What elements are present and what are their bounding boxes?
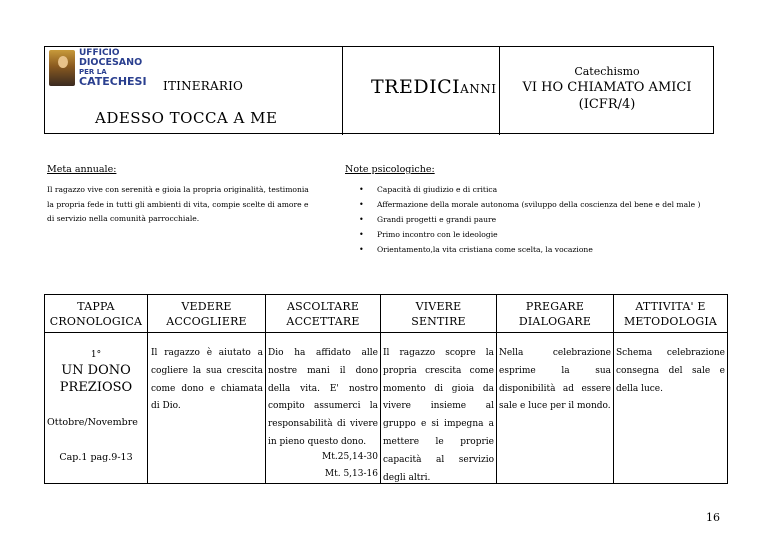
- program-table: [44, 294, 728, 484]
- tappa-number: 1°: [90, 350, 102, 360]
- note-title: Note psicologiche:: [345, 164, 435, 175]
- catechism-code: (ICFR/4): [578, 97, 636, 112]
- meta-title: Meta annuale:: [47, 164, 117, 175]
- page-number: 16: [706, 511, 720, 524]
- catechism-title: VI HO CHIAMATO AMICI: [522, 80, 692, 95]
- logo-icon: [49, 50, 75, 86]
- vivere-text: Il ragazzo scopre la propria crescita come momento di gioia da vivere insieme al gruppo e si impegna a mettere le proprie capacità al servizio degli altri.: [383, 348, 494, 483]
- column-header: ASCOLTARE ACCETTARE: [286, 300, 360, 328]
- header-box: [44, 46, 714, 134]
- tappa-reference: Cap.1 pag.9-13: [59, 452, 133, 463]
- pregare-text: Nella celebrazione esprime la sua disponibilità ad essere sale e luce per il mondo.: [499, 348, 611, 412]
- logo-text: UFFICIO DIOCESANO PER LA CATECHESI: [79, 48, 147, 88]
- list-item: • Affermazione della morale autonoma (sviluppo della coscienza del bene e del male ): [355, 197, 735, 212]
- list-item: • Orientamento,la vita cristiana come scelta, la vocazione: [355, 242, 735, 257]
- attivita-text: Schema celebrazione consegna del sale e della luce.: [616, 348, 725, 394]
- column-header: ATTIVITA' E METODOLOGIA: [623, 300, 718, 328]
- tappa-title: UN DONO PREZIOSO: [59, 363, 133, 395]
- vedere-text: Il ragazzo è aiutato a cogliere la sua crescita come dono e chiamata di Dio.: [151, 348, 263, 412]
- catechismo-label: Catechismo: [574, 65, 640, 78]
- header-divider: [342, 47, 343, 135]
- age-title: TREDICIANNI: [371, 76, 497, 98]
- header-divider: [45, 332, 727, 333]
- ascoltare-text: Dio ha affidato alle nostre mani il dono della vita. E' nostro compito assumerci la responsabilità di vivere in pieno questo dono.: [268, 348, 378, 447]
- note-list: [355, 182, 735, 257]
- program-title: ADESSO TOCCA A ME: [95, 109, 278, 127]
- column-header: TAPPA CRONOLOGICA: [49, 300, 143, 328]
- column-header: VIVERE SENTIRE: [411, 300, 466, 328]
- itinerario-label: ITINERARIO: [163, 79, 244, 93]
- list-item: • Capacità di giudizio e di critica: [355, 182, 735, 197]
- column-header: VEDERE ACCOGLIERE: [166, 300, 247, 328]
- meta-text: Il ragazzo vive con serenità e gioia la propria originalità, testimonia la propria fede in tutti gli ambienti di vita, compie scelte di amore e di servizio nella comunità parrocchiale.: [47, 185, 309, 223]
- scripture-reference: Mt. 5,13-16: [324, 469, 378, 479]
- list-item: • Primo incontro con le ideologie: [355, 227, 735, 242]
- tappa-period: Ottobre/Novembre: [47, 417, 138, 428]
- list-item: • Grandi progetti e grandi paure: [355, 212, 735, 227]
- scripture-reference: Mt.25,14-30: [322, 452, 378, 462]
- column-header: PREGARE DIALOGARE: [518, 300, 592, 328]
